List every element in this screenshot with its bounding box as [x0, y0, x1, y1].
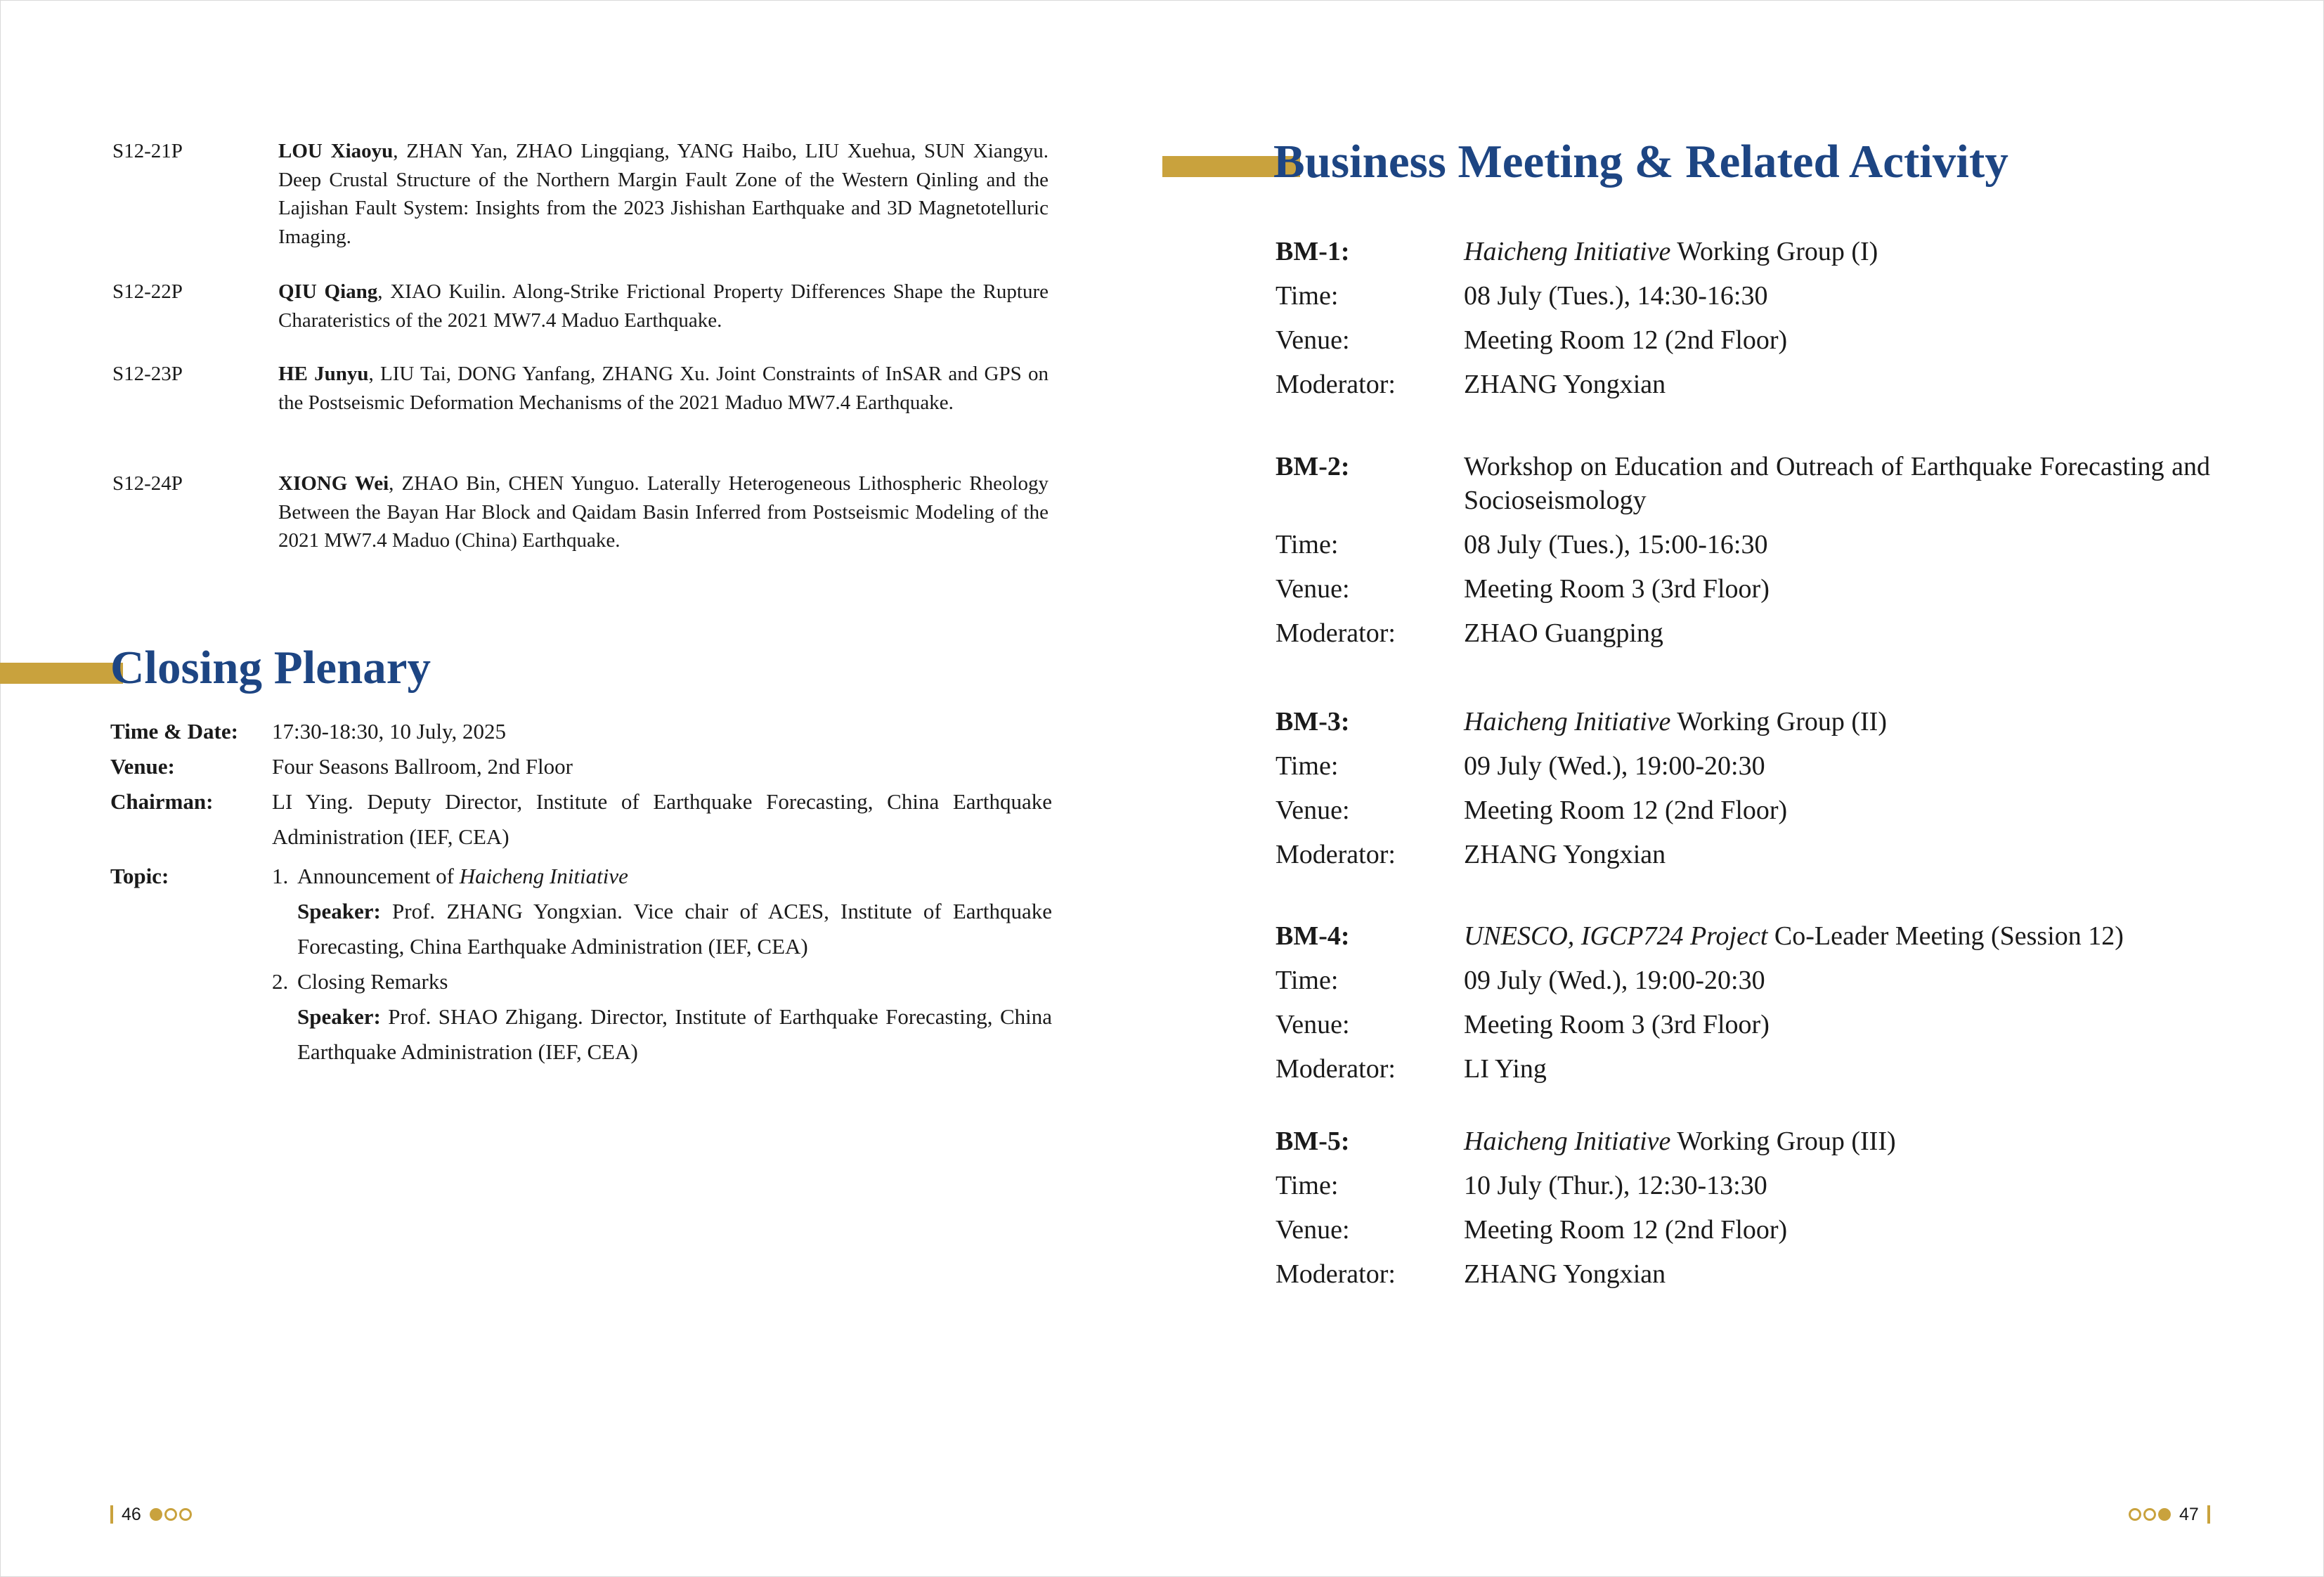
ring-dot-icon	[2129, 1508, 2141, 1521]
business-meeting-block	[1275, 450, 2210, 661]
topic-item	[272, 859, 1052, 964]
meeting-time: 09 July (Wed.), 19:00-20:30	[1464, 751, 1765, 781]
venue-value: Four Seasons Ballroom, 2nd Floor	[272, 754, 573, 779]
meeting-title-row	[1275, 919, 2210, 953]
meeting-moderator: ZHANG Yongxian	[1464, 840, 1666, 869]
business-meeting-block	[1275, 235, 2210, 412]
meeting-venue-row	[1275, 323, 2210, 357]
meeting-time-row	[1275, 749, 2210, 783]
meeting-venue: Meeting Room 12 (2nd Floor)	[1464, 796, 1788, 825]
time-label: Time:	[1275, 751, 1339, 781]
time-label: Time:	[1275, 530, 1339, 559]
venue-label: Venue:	[1275, 1010, 1350, 1039]
topic-speaker	[272, 894, 1052, 964]
time-date-label: Time & Date:	[110, 719, 238, 744]
poster-lead-author: HE Junyu	[278, 363, 369, 385]
meeting-title-italic: Haicheng Initiative	[1464, 707, 1671, 736]
footer-tick	[110, 1505, 113, 1524]
poster-lead-author: LOU Xiaoyu	[278, 140, 394, 162]
meeting-id: BM-1:	[1275, 237, 1350, 266]
meeting-venue: Meeting Room 3 (3rd Floor)	[1464, 1010, 1770, 1039]
meeting-title	[1464, 919, 2210, 953]
footer-tick	[2207, 1505, 2210, 1524]
business-meeting-block	[1275, 1124, 2210, 1302]
footer-dots	[150, 1508, 192, 1521]
meeting-id: BM-2:	[1275, 452, 1350, 481]
poster-entry	[112, 137, 1049, 251]
footer-dots	[2129, 1508, 2171, 1521]
meeting-title-italic: Haicheng Initiative	[1464, 237, 1671, 266]
poster-id: S12-24P	[112, 472, 183, 495]
ring-dot-icon	[2143, 1508, 2156, 1521]
right-page-footer	[2129, 1502, 2210, 1527]
business-meeting-block	[1275, 919, 2210, 1096]
business-meeting-title: Business Meeting & Related Activity	[1273, 136, 2008, 188]
meeting-venue-row	[1275, 1008, 2210, 1041]
poster-entry	[112, 360, 1049, 417]
poster-body: , LIU Tai, DONG Yanfang, ZHANG Xu. Joint Constraints of InSAR and GPS on the Postseismic Deformation Mechanisms of the 2021 Maduo MW7.4 Earthquake.	[278, 363, 1049, 414]
meeting-id: BM-5:	[1275, 1127, 1350, 1156]
topic-title	[272, 859, 1052, 894]
meeting-id: BM-4:	[1275, 921, 1350, 951]
meeting-time-row	[1275, 1169, 2210, 1202]
moderator-label: Moderator:	[1275, 840, 1396, 869]
meeting-moderator-row	[1275, 838, 2210, 871]
topic-number: 2.	[272, 969, 289, 994]
poster-id: S12-23P	[112, 363, 183, 385]
moderator-label: Moderator:	[1275, 370, 1396, 399]
moderator-label: Moderator:	[1275, 618, 1396, 648]
meeting-time-row	[1275, 528, 2210, 562]
meeting-title	[1464, 705, 2210, 739]
chairman-label: Chairman:	[110, 789, 214, 814]
section-accent-bar	[0, 663, 123, 684]
meeting-venue-row	[1275, 793, 2210, 827]
meeting-title-plain: Working Group (III)	[1670, 1127, 1896, 1156]
poster-body: , XIAO Kuilin. Along-Strike Frictional Property Differences Shape the Rupture Charateristics of the 2021 MW7.4 Maduo Earthquake.	[278, 280, 1049, 332]
chairman-row	[110, 784, 1052, 855]
ring-dot-icon	[179, 1508, 192, 1521]
poster-id: S12-21P	[112, 140, 183, 162]
speaker-label: Speaker:	[297, 899, 381, 923]
topic-title-italic: Haicheng Initiative	[459, 864, 628, 888]
poster-lead-author: XIONG Wei	[278, 472, 389, 495]
meeting-venue-row	[1275, 1213, 2210, 1247]
speaker-text: Prof. SHAO Zhigang. Director, Institute of Earthquake Forecasting, China Earthquake Administration (IEF, CEA)	[297, 1004, 1052, 1064]
speaker-text: Prof. ZHANG Yongxian. Vice chair of ACES, Institute of Earthquake Forecasting, China Earthquake Administration (IEF, CEA)	[297, 899, 1053, 959]
meeting-title-plain: Co-Leader Meeting (Session 12)	[1767, 921, 2124, 951]
meeting-venue-row	[1275, 572, 2210, 606]
poster-text	[278, 137, 1049, 251]
meeting-time: 09 July (Wed.), 19:00-20:30	[1464, 966, 1765, 995]
topic-title-plain: Announcement of	[297, 864, 460, 888]
meeting-title	[1464, 1124, 2210, 1158]
poster-entry	[112, 469, 1049, 555]
right-page-number: 47	[2179, 1504, 2199, 1524]
meeting-moderator-row	[1275, 1257, 2210, 1291]
poster-id: S12-22P	[112, 280, 183, 303]
chairman-value: LI Ying. Deputy Director, Institute of Earthquake Forecasting, China Earthquake Administration (IEF, CEA)	[272, 789, 1052, 849]
moderator-label: Moderator:	[1275, 1259, 1396, 1289]
poster-entry	[112, 278, 1049, 335]
topic-speaker	[272, 999, 1052, 1070]
topic-label: Topic:	[110, 864, 169, 888]
ring-dot-icon	[164, 1508, 177, 1521]
meeting-title-row	[1275, 235, 2210, 268]
poster-text	[278, 469, 1049, 555]
meeting-title-italic: UNESCO, IGCP724 Project	[1464, 921, 1768, 951]
meeting-time: 08 July (Tues.), 14:30-16:30	[1464, 281, 1768, 311]
meeting-id: BM-3:	[1275, 707, 1350, 736]
meeting-title-plain: Working Group (I)	[1670, 237, 1878, 266]
meeting-title-row	[1275, 450, 2210, 517]
meeting-title	[1464, 235, 2210, 268]
meeting-moderator-row	[1275, 368, 2210, 401]
time-date-value: 17:30-18:30, 10 July, 2025	[272, 719, 506, 744]
topic-row	[110, 859, 1052, 1070]
poster-body: , ZHAN Yan, ZHAO Lingqiang, YANG Haibo, LIU Xuehua, SUN Xiangyu. Deep Crustal Structure of the Northern Margin Fault Zone of the Western Qinling and the Lajishan Fault System: Insights from the 2023 Jishishan Earthquake and 3D Magnetotelluric Imaging.	[278, 140, 1049, 248]
meeting-time: 10 July (Thur.), 12:30-13:30	[1464, 1171, 1767, 1200]
meeting-title-row	[1275, 1124, 2210, 1158]
filled-dot-icon	[150, 1508, 162, 1521]
meeting-moderator-row	[1275, 1052, 2210, 1086]
topic-title-plain: Closing Remarks	[297, 969, 448, 994]
poster-text	[278, 360, 1049, 417]
meeting-moderator: ZHANG Yongxian	[1464, 370, 1666, 399]
topic-number: 1.	[272, 864, 289, 888]
meeting-venue: Meeting Room 3 (3rd Floor)	[1464, 574, 1770, 604]
time-label: Time:	[1275, 281, 1339, 311]
venue-label: Venue:	[110, 754, 175, 779]
business-meeting-block	[1275, 705, 2210, 882]
meeting-time-row	[1275, 963, 2210, 997]
meeting-venue: Meeting Room 12 (2nd Floor)	[1464, 1215, 1788, 1245]
meeting-title-plain: Workshop on Education and Outreach of Earthquake Forecasting and Socioseismology	[1464, 452, 2210, 515]
meeting-moderator: ZHANG Yongxian	[1464, 1259, 1666, 1289]
left-page-footer	[110, 1502, 192, 1527]
meeting-moderator: LI Ying	[1464, 1054, 1547, 1084]
meeting-venue: Meeting Room 12 (2nd Floor)	[1464, 325, 1788, 355]
closing-plenary-title: Closing Plenary	[110, 642, 431, 694]
meeting-time-row	[1275, 279, 2210, 313]
meeting-moderator-row	[1275, 616, 2210, 650]
meeting-title-italic: Haicheng Initiative	[1464, 1127, 1671, 1156]
venue-row	[110, 749, 1052, 784]
venue-label: Venue:	[1275, 574, 1350, 604]
meeting-title	[1464, 450, 2210, 517]
venue-label: Venue:	[1275, 1215, 1350, 1245]
topic-list	[272, 859, 1052, 1070]
topic-item	[272, 964, 1052, 1070]
left-page-number: 46	[122, 1504, 141, 1524]
closing-plenary-details	[110, 714, 1052, 1070]
time-date-row	[110, 714, 1052, 749]
moderator-label: Moderator:	[1275, 1054, 1396, 1084]
speaker-label: Speaker:	[297, 1004, 381, 1029]
venue-label: Venue:	[1275, 325, 1350, 355]
meeting-moderator: ZHAO Guangping	[1464, 618, 1663, 648]
poster-lead-author: QIU Qiang	[278, 280, 378, 303]
filled-dot-icon	[2158, 1508, 2171, 1521]
meeting-time: 08 July (Tues.), 15:00-16:30	[1464, 530, 1768, 559]
meeting-title-plain: Working Group (II)	[1670, 707, 1887, 736]
venue-label: Venue:	[1275, 796, 1350, 825]
time-label: Time:	[1275, 1171, 1339, 1200]
poster-body: , ZHAO Bin, CHEN Yunguo. Laterally Heterogeneous Lithospheric Rheology Between the Bayan Har Block and Qaidam Basin Inferred from Postseismic Modeling of the 2021 MW7.4 Maduo (China) Earthquake.	[278, 472, 1049, 552]
time-label: Time:	[1275, 966, 1339, 995]
topic-title	[272, 964, 1052, 999]
meeting-title-row	[1275, 705, 2210, 739]
poster-text	[278, 278, 1049, 335]
